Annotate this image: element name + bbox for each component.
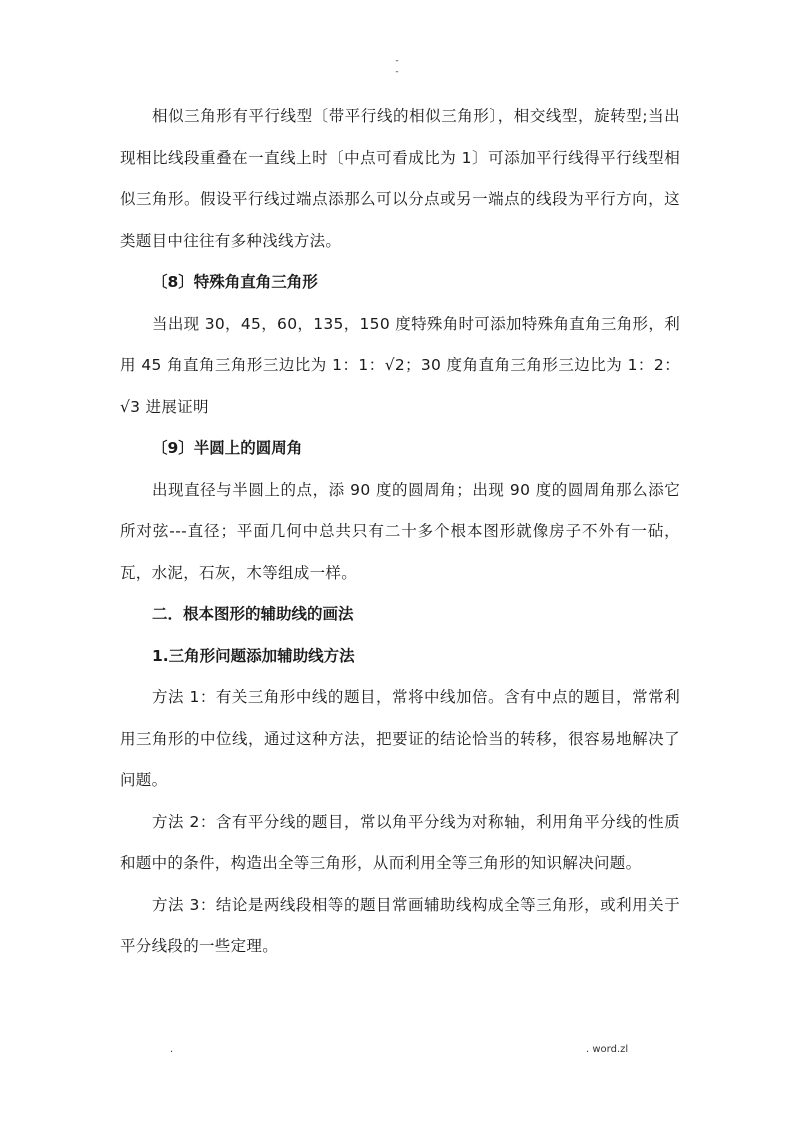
paragraph-method-1: 方法 1：有关三角形中线的题目，常将中线加倍。含有中点的题目，常常利用三角形的中位线，通过这种方法，把要证的结论恰当的转移，很容易地解决了问题。: [120, 688, 680, 789]
header-mark-top: -: [395, 56, 399, 66]
heading-triangle-methods: 1.三角形问题添加辅助线方法: [152, 646, 355, 665]
header-mark-bottom: -: [395, 67, 399, 77]
heading-special-right-triangle: 〔8〕特殊角直角三角形: [152, 273, 318, 291]
paragraph-similar-triangles: 相似三角形有平行线型〔带平行线的相似三角形〕，相交线型，旋转型;当出现相比线段重叠在一直线上时〔中点可看成比为 1〕可添加平行线得平行线型相似三角形。假设平行线过端点添那么可以分点或另一端点的线段为平行方向，这类题目中往往有多种浅线方法。: [120, 107, 680, 250]
header-marks: [392, 56, 402, 78]
paragraph-diameter: 出现直径与半圆上的点，添 90 度的圆周角；出现 90 度的圆周角那么添它所对弦---直径；平面几何中总共只有二十多个根本图形就像房子不外有一砧，瓦，水泥，石灰，木等组成一样。: [120, 480, 680, 582]
paragraph-special-angles: 当出现 30，45，60，135，150 度特殊角时可添加特殊角直角三角形，利用 45 角直角三角形三边比为 1：1：√2；30 度角直角三角形三边比为 1：2：√3 进展证明: [120, 314, 680, 416]
document-body: [120, 96, 680, 968]
heading-semicircle-inscribed-angle: 〔9〕半圆上的圆周角: [152, 439, 303, 457]
paragraph-method-2: 方法 2：含有平分线的题目，常以角平分线为对称轴，利用角平分线的性质和题中的条件，构造出全等三角形，从而利用全等三角形的知识解决问题。: [120, 812, 680, 872]
footer-left-mark: .: [170, 1044, 174, 1055]
heading-section-two: 二．根本图形的辅助线的画法: [152, 605, 354, 623]
paragraph-method-3: 方法 3：结论是两线段相等的题目常画辅助线构成全等三角形，或利用关于平分线段的一些定理。: [120, 895, 680, 955]
footer-right-text: . word.zl: [586, 1044, 629, 1055]
